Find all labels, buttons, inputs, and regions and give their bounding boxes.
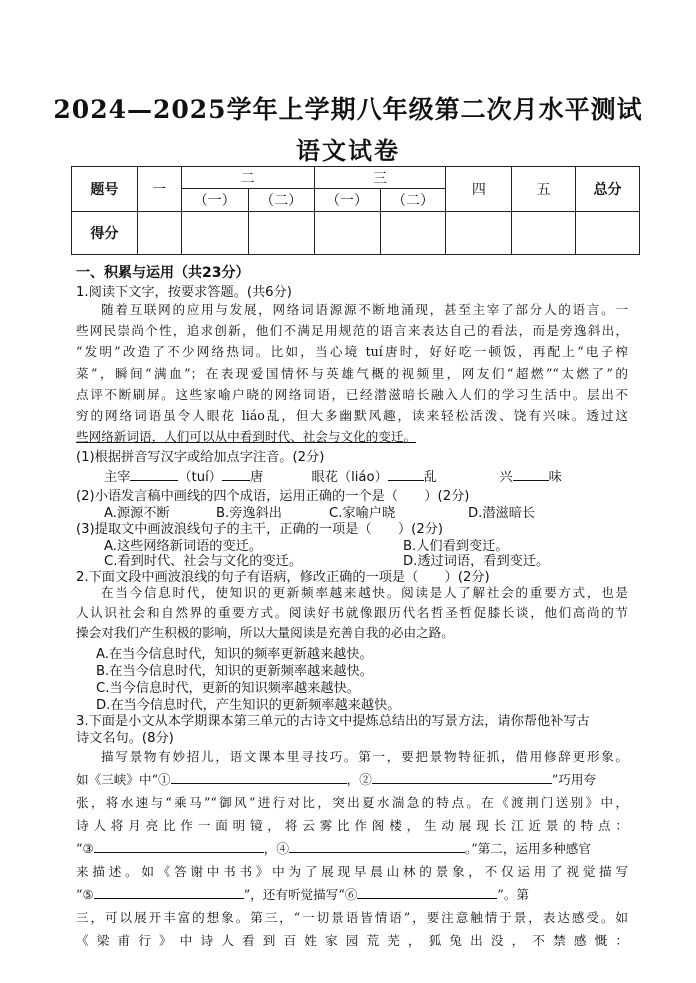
q1-sub1: (1)根据拼音写汉字或给加点字注音。(2分): [76, 450, 325, 465]
q3-line-blanks-2: “③ ，④ 。”第二，运用多种感官: [76, 841, 591, 856]
answer-blank[interactable]: [94, 898, 244, 899]
score-col-total: 总分: [576, 167, 640, 212]
q3-line: 《梁甫行》中诗人看到百姓家园荒芜，狐兔出没，不禁感慨：: [76, 933, 628, 948]
q2-line: 操会对我们产生积极的影响，所以大量阅读是充善自我的必由之路。: [76, 625, 454, 640]
score-col-1: 一: [137, 167, 181, 212]
option-c[interactable]: C.看到时代、社会与文化的变迁。: [104, 554, 303, 569]
answer-blank[interactable]: [513, 480, 549, 481]
score-cell[interactable]: [314, 212, 380, 255]
q1-line: 些网民崇尚个性，追求创新，他们不满足用规范的语言来表达自己的看法，而是旁逸斜出，: [76, 323, 628, 339]
score-cell[interactable]: [512, 212, 576, 255]
option-a[interactable]: A.这些网络新词语的变迁。: [104, 539, 263, 554]
answer-blank[interactable]: [357, 898, 497, 899]
exam-subtitle: 语文试卷: [296, 136, 400, 165]
score-col-5: 五: [512, 167, 576, 212]
score-col-2: 二: [181, 167, 314, 189]
q2-passage: [76, 583, 628, 643]
score-row-label: 得分: [72, 212, 138, 255]
q1-sub2: (2)小语发言稿中画线的四个成语，运用正确的一个是（ ）(2分): [76, 489, 470, 504]
section-heading: 一、积累与运用（共23分）: [76, 265, 250, 281]
score-cell[interactable]: [181, 212, 248, 255]
option-d[interactable]: D.潜滋暗长: [468, 506, 536, 521]
score-col-3: 三: [314, 167, 446, 189]
score-sub-3-1: （一）: [314, 189, 380, 212]
score-cell[interactable]: [380, 212, 446, 255]
option-b[interactable]: B.在当今信息时代，知识的更新频率越来越快。: [96, 664, 373, 679]
score-cell[interactable]: [137, 212, 181, 255]
score-sub-2-1: （一）: [181, 189, 248, 212]
answer-blank[interactable]: [94, 852, 264, 853]
answer-blank[interactable]: [289, 852, 465, 853]
exam-title: 2024—2025学年上学期八年级第二次月水平测试: [53, 95, 643, 124]
q1-prompt: 1.阅读下文字，按要求答题。(共6分): [76, 285, 292, 300]
answer-blank[interactable]: [171, 783, 347, 784]
answer-blank[interactable]: [388, 480, 424, 481]
option-c[interactable]: C.家喻户晓: [329, 506, 396, 521]
score-cell[interactable]: [446, 212, 512, 255]
answer-blank[interactable]: [130, 480, 178, 481]
q3-line: 三，可以展开丰富的想象。第三，“一切景语皆情语”，要注意触情于景，表达感受。如: [76, 910, 628, 925]
q3-line: 张，将水速与“乘马”“御风”进行对比，突出夏水湍急的特点。在《渡荆门送别》中，: [76, 795, 628, 810]
option-d[interactable]: D.在当今信息时代，产生知识的更新频率越来越快。: [96, 698, 401, 713]
option-a[interactable]: A.在当今信息时代，知识的频率更新越来越快。: [96, 647, 373, 662]
q1-line: 些网络新词语，人们可以从中看到时代、社会与文化的变迁。: [76, 429, 417, 445]
score-sub-3-2: （二）: [380, 189, 446, 212]
option-a[interactable]: A.源源不断: [104, 506, 170, 521]
q1-line: 随着互联网的应用与发展，网络词语源源不断地涌现，甚至主宰了部分人的语言。一: [101, 302, 628, 317]
q1-sub1-fill: 主宰 （tuí） 唐 眼花（liáo） 乱 兴 味: [104, 470, 562, 485]
q3-line-blanks-3: “⑤ ”，还有听觉描写“⑥ ”。第: [76, 887, 530, 902]
q3-line-blanks-1: 如《三峡》中“① ，② ”巧用夸: [76, 772, 597, 787]
score-cell[interactable]: [248, 212, 314, 255]
answer-blank[interactable]: [372, 783, 552, 784]
score-sub-2-2: （二）: [248, 189, 314, 212]
q1-line: “发明”改造了不少网络热词。比如，当心境 tuí唐时，好好吃一顿饭，再配上“电子榨: [76, 344, 628, 360]
q3-passage: [76, 745, 628, 952]
q3-line: 来描述。如《答谢中书书》中为了展现早晨山林的景象，不仅运用了视觉描写: [76, 864, 628, 879]
score-table: [71, 166, 640, 255]
option-b[interactable]: B.人们看到变迁。: [403, 539, 509, 554]
q2-line: 在当今信息时代，使知识的更新频率越来越快。阅读是人了解社会的重要方式，也是: [101, 585, 628, 600]
score-table-header-label: 题号: [72, 167, 138, 212]
q3-prompt-line2: 诗文名句。(8分): [76, 731, 174, 746]
option-d[interactable]: D.透过词语，看到变迁。: [403, 554, 550, 569]
q3-line: 描写景物有妙招儿，语文课本里寻技巧。第一，要把景物特征抓，借用修辞更形象。: [101, 749, 628, 764]
q1-line: 穷的网络词语虽令人眼花 liáo乱，但大多幽默风趣，读来轻松活泼、饶有兴味。透过这: [76, 408, 628, 424]
score-cell[interactable]: [576, 212, 640, 255]
answer-blank[interactable]: [222, 480, 250, 481]
option-c[interactable]: C.当今信息时代，更新的知识频率越来越快。: [96, 681, 360, 696]
q1-line: 菜”，瞬间“满血”；在表现爱国情怀与英雄气概的视频里，网友们“超燃”“太燃了”的: [76, 365, 628, 381]
q1-passage: [76, 299, 628, 447]
q3-line: 诗人将月亮比作一面明镜，将云雾比作阁楼，生动展现长江近景的特点：: [76, 818, 628, 833]
q1-line: 点评不断刷屏。这些家喻户晓的网络词语，已经潜滋暗长融入人们的学习生活中。层出不: [76, 386, 628, 402]
q1-sub3: (3)提取文中画波浪线句子的主干，正确的一项是（ ）(2分): [76, 522, 444, 537]
option-b[interactable]: B.旁逸斜出: [216, 506, 282, 521]
score-col-4: 四: [446, 167, 512, 212]
q2-prompt: 2.下面文段中画波浪线的句子有语病，修改正确的一项是（ ）(2分): [76, 570, 490, 585]
q2-line: 人认识社会和自然界的重要方式。阅读好书就像跟历代名哲圣哲促膝长谈，他们高尚的节: [76, 605, 628, 620]
q3-prompt-line1: 3.下面是小文从本学期课本第三单元的古诗文中提炼总结出的写景方法，请你帮他补写古: [76, 714, 590, 729]
